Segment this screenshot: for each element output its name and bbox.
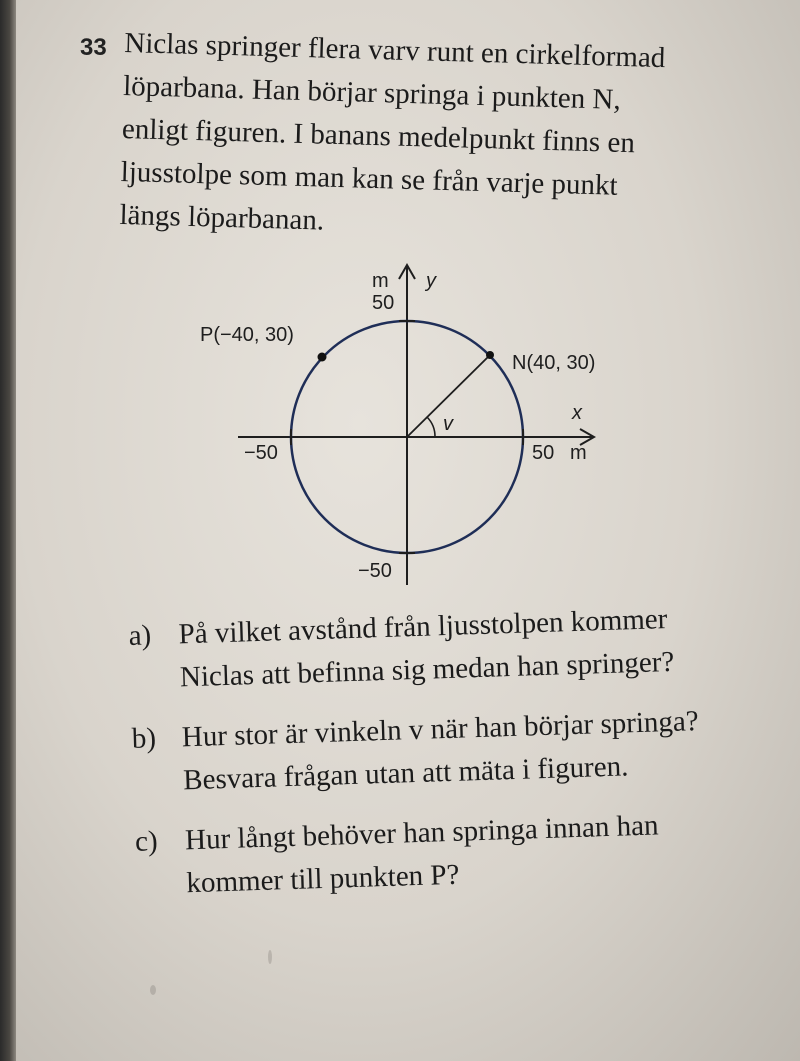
x-tick-label-50: 50 bbox=[532, 442, 555, 464]
question-a bbox=[128, 594, 790, 701]
question-b bbox=[131, 697, 793, 804]
problem-text-line: längs löparbanan. bbox=[119, 198, 325, 237]
y-axis-label: y bbox=[426, 270, 436, 292]
question-text-line: Niclas att befinna sig medan han springer? bbox=[179, 645, 675, 694]
angle-v-arc bbox=[427, 417, 435, 437]
point-n-marker bbox=[486, 351, 494, 359]
question-label: b) bbox=[131, 722, 157, 755]
coordinate-figure bbox=[200, 255, 620, 595]
problem-text bbox=[119, 22, 765, 255]
y-tick-label-minus-50: −50 bbox=[358, 560, 392, 582]
problem-text-line: enligt figuren. I banans medelpunkt finns en bbox=[121, 112, 636, 160]
question-label: c) bbox=[134, 825, 159, 858]
y-unit-label: m bbox=[372, 270, 389, 292]
question-text-line: Hur långt behöver han springa innan han bbox=[184, 809, 659, 857]
question-text-line: Hur stor är vinkeln v när han börjar springa? bbox=[181, 705, 700, 754]
circle-diagram bbox=[200, 255, 620, 595]
paper-speck bbox=[268, 950, 272, 964]
question-text-line: kommer till punkten P? bbox=[185, 858, 460, 900]
question-text-line: Besvara frågan utan att mäta i figuren. bbox=[182, 750, 629, 797]
problem-text-line: ljusstolpe som man kan se från varje punkt bbox=[120, 155, 619, 202]
x-axis-label: x bbox=[572, 402, 582, 424]
book-spine-shadow bbox=[0, 0, 16, 1061]
problem-text-line: löparbana. Han börjar springa i punkten N, bbox=[122, 69, 622, 116]
point-p-label: P(−40, 30) bbox=[200, 324, 294, 346]
question-text-line: På vilket avstånd från ljusstolpen kommer bbox=[178, 603, 668, 651]
point-n-label: N(40, 30) bbox=[512, 352, 596, 374]
paper-speck bbox=[150, 985, 156, 995]
x-tick-label-minus-50: −50 bbox=[244, 442, 278, 464]
y-tick-label-50: 50 bbox=[372, 292, 395, 314]
question-label: a) bbox=[128, 619, 152, 652]
x-unit-label: m bbox=[570, 442, 587, 464]
problem-number: 33 bbox=[80, 34, 107, 61]
angle-v-label: v bbox=[443, 413, 453, 435]
question-c bbox=[134, 800, 796, 907]
problem-text-line: Niclas springer flera varv runt en cirkelformad bbox=[123, 26, 666, 75]
question-list bbox=[128, 594, 797, 924]
point-p-marker bbox=[318, 353, 327, 362]
